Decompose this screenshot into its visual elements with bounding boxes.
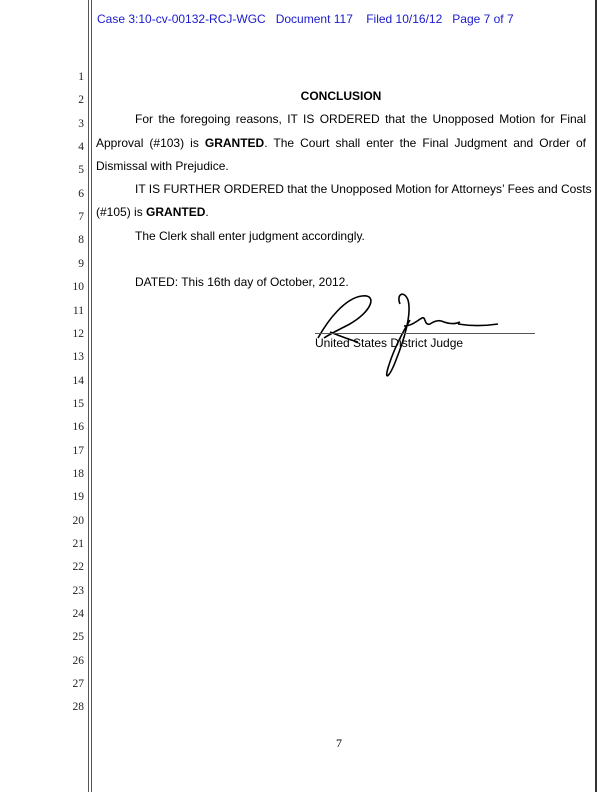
line-number: 28 — [72, 701, 84, 714]
line-number: 21 — [72, 538, 84, 550]
text: Approval (#103) is — [96, 136, 205, 150]
line-number: 7 — [78, 211, 84, 224]
line-number: 8 — [78, 234, 84, 247]
line-number: 18 — [72, 467, 84, 480]
line-number: 12 — [72, 327, 84, 340]
line-number: 14 — [72, 374, 84, 387]
paragraph-1-line-1: For the foregoing reasons, IT IS ORDERED that the Unopposed Motion for Final — [135, 112, 586, 126]
paragraph-1-line-2 — [96, 136, 586, 150]
dated-line: DATED: This 16th day of October, 2012. — [135, 275, 349, 289]
line-number: 9 — [78, 257, 84, 270]
line-number: 5 — [78, 164, 84, 177]
text: . The Court shall enter the Final Judgment and Order of — [264, 136, 586, 150]
filing-header-stamp: Case 3:10-cv-00132-RCJ-WGC Document 117 Filed 10/16/12 Page 7 of 7 — [97, 12, 514, 26]
text: (#105) is — [96, 205, 147, 219]
signature-line — [315, 333, 535, 334]
paragraph-2-line-2 — [96, 205, 209, 219]
judge-signature — [300, 290, 520, 380]
left-margin-rule-outer — [88, 0, 89, 792]
line-number: 23 — [72, 584, 84, 597]
line-number: 2 — [78, 94, 84, 107]
paragraph-3: The Clerk shall enter judgment accordingly. — [135, 229, 365, 243]
left-margin-rule-inner — [91, 0, 92, 792]
line-number: 1 — [78, 71, 84, 83]
paragraph-2-line-1: IT IS FURTHER ORDERED that the Unopposed Motion for Attorneys’ Fees and Costs — [135, 182, 592, 196]
page-number: 7 — [336, 736, 342, 750]
line-number: 16 — [72, 421, 84, 434]
line-number: 15 — [72, 397, 84, 410]
line-number: 17 — [72, 444, 84, 457]
text: . — [205, 205, 209, 219]
granted-bold: GRANTED — [204, 136, 265, 150]
line-number: 11 — [72, 304, 84, 317]
line-number: 20 — [72, 514, 84, 527]
line-number: 3 — [78, 117, 84, 130]
line-number: 24 — [72, 608, 84, 621]
signature-title: United States District Judge — [315, 336, 464, 350]
line-number: 26 — [72, 654, 84, 667]
line-number: 27 — [72, 678, 84, 691]
line-number: 13 — [72, 351, 84, 364]
conclusion-heading: CONCLUSION — [300, 89, 382, 103]
line-number: 4 — [78, 141, 84, 154]
right-margin-rule — [595, 0, 597, 792]
granted-bold: GRANTED — [146, 205, 206, 219]
line-number: 19 — [72, 491, 84, 504]
line-number: 10 — [72, 281, 84, 294]
paragraph-1-line-3: Dismissal with Prejudice. — [96, 159, 229, 173]
line-number: 25 — [72, 631, 84, 644]
line-number: 6 — [78, 187, 84, 200]
line-number: 22 — [72, 561, 84, 574]
